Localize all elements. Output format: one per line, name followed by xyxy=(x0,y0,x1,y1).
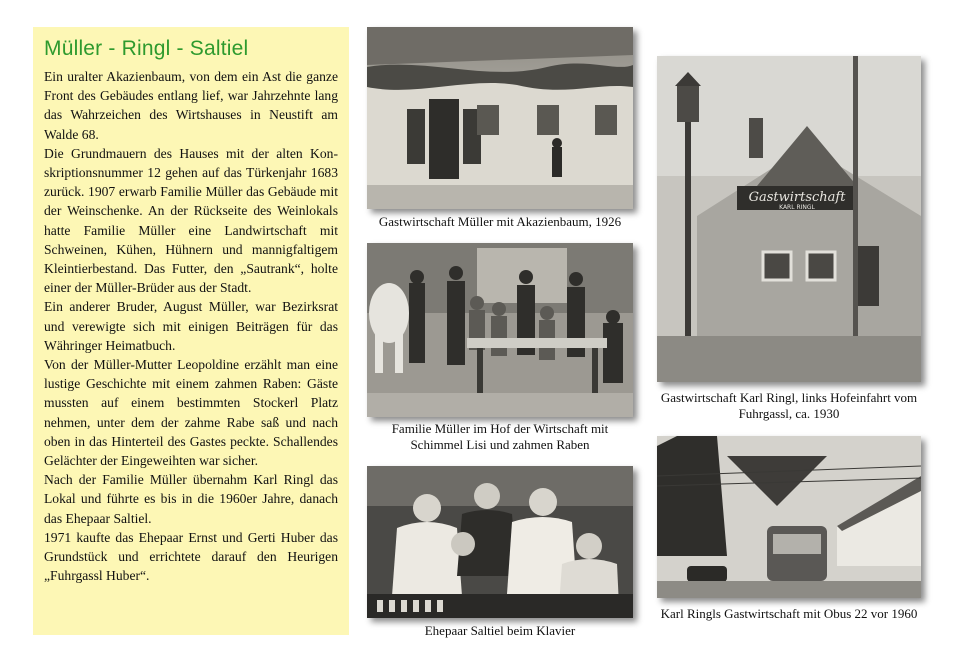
page-title: Müller - Ringl - Saltiel xyxy=(44,37,249,60)
caption-photo-4: Gastwirtschaft Karl Ringl, links Hofeinfahrt vom Fuhrgassl, ca. 1930 xyxy=(660,390,918,421)
photo-saltiel-piano xyxy=(367,466,633,618)
paragraph: Ein uralter Akazienbaum, von dem ein Ast die ganze Front des Gebäudes entlang lief, war Jahrzehnte lang das Wahrzeichen des Wirtshauses in Neustift am Walde 68. xyxy=(44,69,338,142)
photo-saltiel-piano-image xyxy=(367,466,633,618)
caption-photo-5: Karl Ringls Gastwirtschaft mit Obus 22 vor 1960 xyxy=(660,606,918,621)
sign-subtext: KARL RINGL xyxy=(779,204,815,211)
photo-ringl-gastwirtschaft xyxy=(657,56,921,382)
text-panel xyxy=(33,27,349,635)
photo-mueller-acacia xyxy=(367,27,633,209)
photo-ringl-obus-image xyxy=(657,436,921,598)
paragraph: Die Grundmauern des Hauses mit der alten Konskriptionsnummer 12 gehen auf das Türkenjahr 1683 zurück. 1907 erwarb Familie Müller das Gebäude mit der Weinschenke. An der Rückseite des Weinlokals hatte Familie Müller eine Landwirtschaft mit Schweinen, Kühen, Hühnern und mannigfaltigem Kleintierbestand. Das Futter, den „Sautrank“, holte einer der Müller-Brüder aus der Stadt. xyxy=(44,145,338,296)
paragraph: Nach der Familie Müller übernahm Karl Ringl das Lokal und führte es bis in die 1960er Jahre, danach das Ehepaar Saltiel. xyxy=(44,472,338,526)
photo-ringl-obus xyxy=(657,436,921,598)
photo-ringl-gastwirtschaft-image xyxy=(657,56,921,382)
caption-photo-1: Gastwirtschaft Müller mit Akazienbaum, 1926 xyxy=(378,214,622,229)
paragraph: Ein anderer Bruder, August Müller, war Bezirksrat und verewigte sich mit einigen Beiträgen für das Währinger Heimatbuch. xyxy=(44,299,338,353)
sign-text: Gastwirtschaft xyxy=(748,190,846,205)
caption-photo-2: Familie Müller im Hof der Wirtschaft mit Schimmel Lisi und zahmen Raben xyxy=(391,421,609,452)
caption-photo-3: Ehepaar Saltiel beim Klavier xyxy=(424,623,576,638)
paragraph: 1971 kaufte das Ehepaar Ernst und Gerti Huber das Grundstück und errichtete darauf den Heurigen „Fuhrgassl Huber“. xyxy=(44,529,338,584)
photo-mueller-family xyxy=(367,243,633,417)
photo-mueller-acacia-image xyxy=(367,27,633,209)
paragraph: Von der Müller-Mutter Leopoldine erzählt man eine lustige Geschichte mit einem zahmen Raben: Gäste mussten auf einem bestimmten Stockerl Platz nehmen, unter dem der zahme Rabe saß und nach oben in das Hinterteil des Gastes peckte. Schallendes Gelächter der Eingeweihten war sicher. xyxy=(44,357,338,469)
photo-mueller-family-image xyxy=(367,243,633,417)
